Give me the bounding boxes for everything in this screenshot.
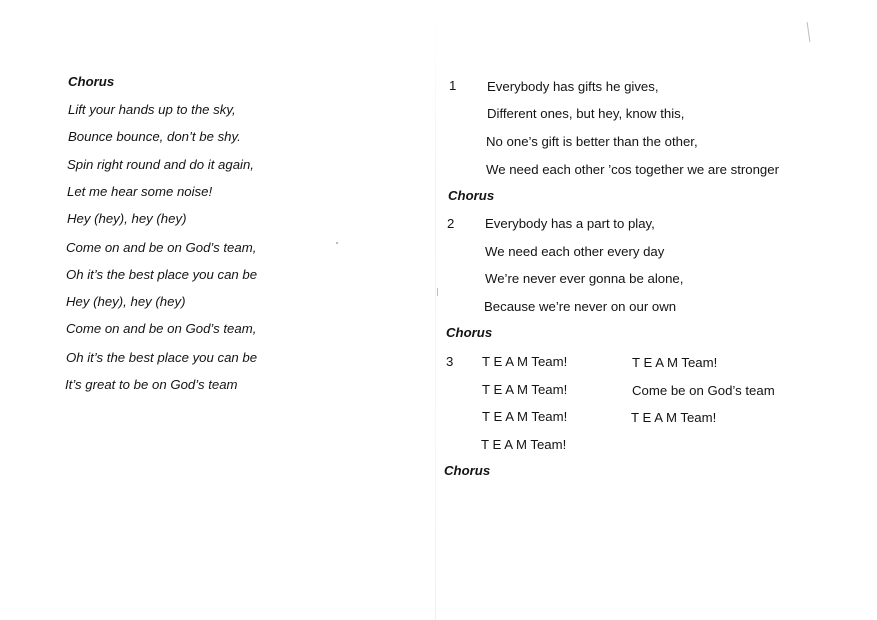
verse-line: Because we’re never on our own — [484, 299, 677, 314]
chorus-label: Chorus — [448, 188, 495, 203]
verse-line: We need each other ’cos together we are stronger — [486, 162, 779, 177]
chorus-heading: Chorus — [68, 74, 115, 89]
chorus-label: Chorus — [446, 325, 493, 340]
verse-line: We need each other every day — [485, 244, 665, 259]
verse-line: T E A M Team! — [482, 409, 568, 424]
chorus-line: It’s great to be on God’s team — [65, 377, 238, 392]
verse-number: 1 — [449, 78, 457, 93]
chorus-line: Hey (hey), hey (hey) — [67, 211, 187, 226]
scan-mark — [807, 22, 811, 42]
chorus-line: Spin right round and do it again, — [67, 157, 254, 172]
chorus-line: Bounce bounce, don’t be shy. — [68, 129, 241, 144]
chorus-line: Oh it’s the best place you can be — [66, 267, 258, 282]
chorus-label: Chorus — [444, 463, 491, 478]
chorus-line: Oh it’s the best place you can be — [66, 350, 258, 365]
chorus-line: Let me hear some noise! — [67, 184, 213, 199]
verse-number: 2 — [447, 216, 455, 231]
verse-line: T E A M Team! — [481, 437, 567, 452]
chorus-line: Lift your hands up to the sky, — [68, 102, 236, 117]
verse-line: Everybody has a part to play, — [485, 216, 655, 231]
verse-line: No one’s gift is better than the other, — [486, 134, 698, 149]
verse-line: T E A M Team! — [482, 354, 568, 369]
verse-line: Everybody has gifts he gives, — [487, 79, 659, 94]
verse-line: T E A M Team! — [631, 410, 717, 425]
chorus-line: Hey (hey), hey (hey) — [66, 294, 186, 309]
chorus-line: Come on and be on God’s team, — [66, 321, 257, 336]
scan-mark — [336, 242, 338, 244]
verse-line: T E A M Team! — [632, 355, 718, 370]
scan-mark — [437, 288, 438, 296]
verse-line: We’re never ever gonna be alone, — [485, 271, 684, 286]
verse-line: Different ones, but hey, know this, — [487, 106, 685, 121]
verse-line: Come be on God’s team — [632, 383, 775, 398]
chorus-line: Come on and be on God’s team, — [66, 240, 257, 255]
page-fold-line — [435, 0, 436, 620]
verse-number: 3 — [446, 354, 454, 369]
verse-line: T E A M Team! — [482, 382, 568, 397]
